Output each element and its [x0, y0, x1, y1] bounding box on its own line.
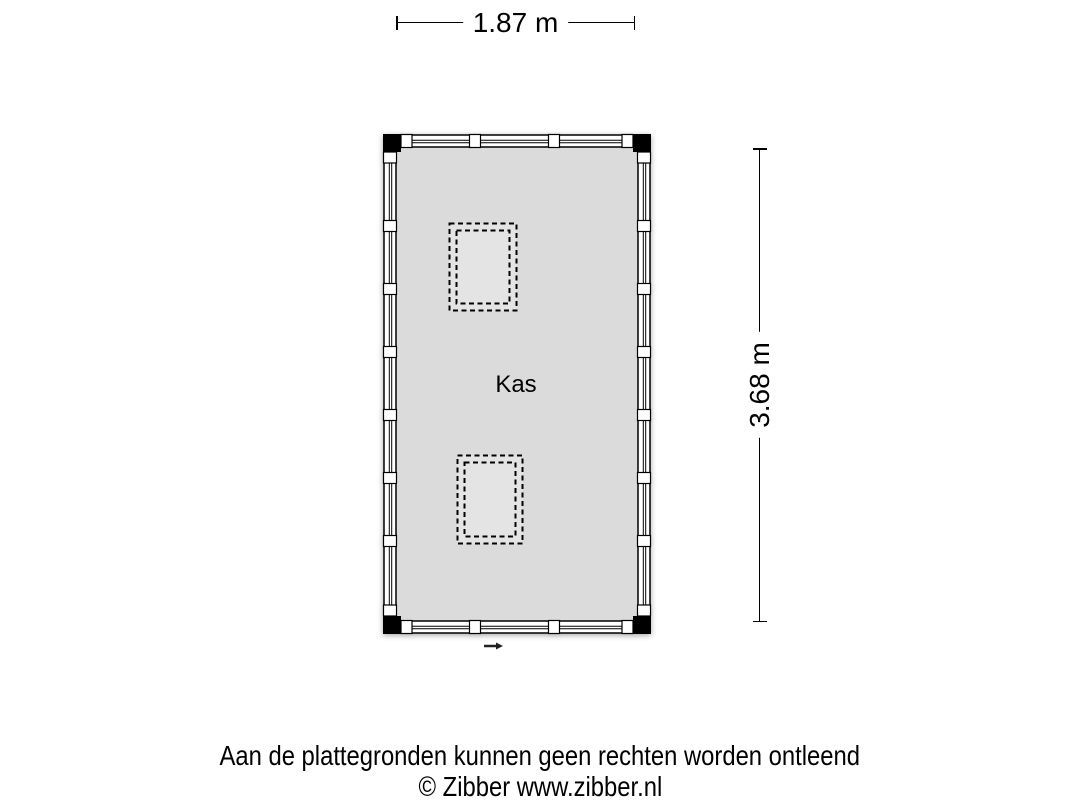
window-mullion — [401, 135, 412, 148]
height-dimension-label: 3.68 m — [744, 332, 776, 438]
window-mullion — [638, 410, 651, 421]
window-mullion — [622, 135, 633, 148]
window-mullion — [384, 473, 397, 484]
window-mullion — [470, 135, 481, 148]
window-mullion — [549, 621, 560, 634]
table-placeholder-top — [450, 224, 517, 311]
window-mullion — [638, 347, 651, 358]
room-label: Kas — [495, 371, 537, 398]
corner-post-top-left — [383, 134, 401, 152]
window-mullion — [384, 152, 397, 163]
window-mullion — [384, 221, 397, 232]
window-mullion — [401, 621, 412, 634]
window-mullion — [384, 347, 397, 358]
table-placeholder-bottom-outer — [458, 456, 523, 544]
window-mullion — [384, 410, 397, 421]
window-mullion — [622, 621, 633, 634]
footer-copyright: © Zibber www.zibber.nl — [418, 771, 662, 802]
window-mullion — [470, 621, 481, 634]
table-placeholder-top-outer — [450, 224, 517, 311]
footer-disclaimer: Aan de plattegronden kunnen geen rechten worden ontleend — [219, 740, 861, 771]
table-placeholder-bottom — [458, 456, 523, 544]
window-mullion — [638, 473, 651, 484]
window-mullion — [384, 536, 397, 547]
window-mullion — [384, 605, 397, 616]
window-mullion — [638, 605, 651, 616]
width-dimension-label: 1.87 m — [463, 7, 569, 39]
wall-right — [638, 135, 650, 633]
direction-arrow-icon — [484, 643, 503, 650]
window-mullion — [638, 221, 651, 232]
window-mullion — [638, 536, 651, 547]
wall-bottom — [384, 621, 650, 633]
window-mullion — [638, 152, 651, 163]
corner-post-bottom-right — [633, 616, 651, 634]
window-mullion — [549, 135, 560, 148]
wall-top — [384, 135, 650, 147]
footer — [0, 740, 1080, 802]
corner-post-top-right — [633, 134, 651, 152]
window-mullion — [638, 284, 651, 295]
corner-post-bottom-left — [383, 616, 401, 634]
window-mullion — [384, 284, 397, 295]
wall-left — [384, 135, 396, 633]
